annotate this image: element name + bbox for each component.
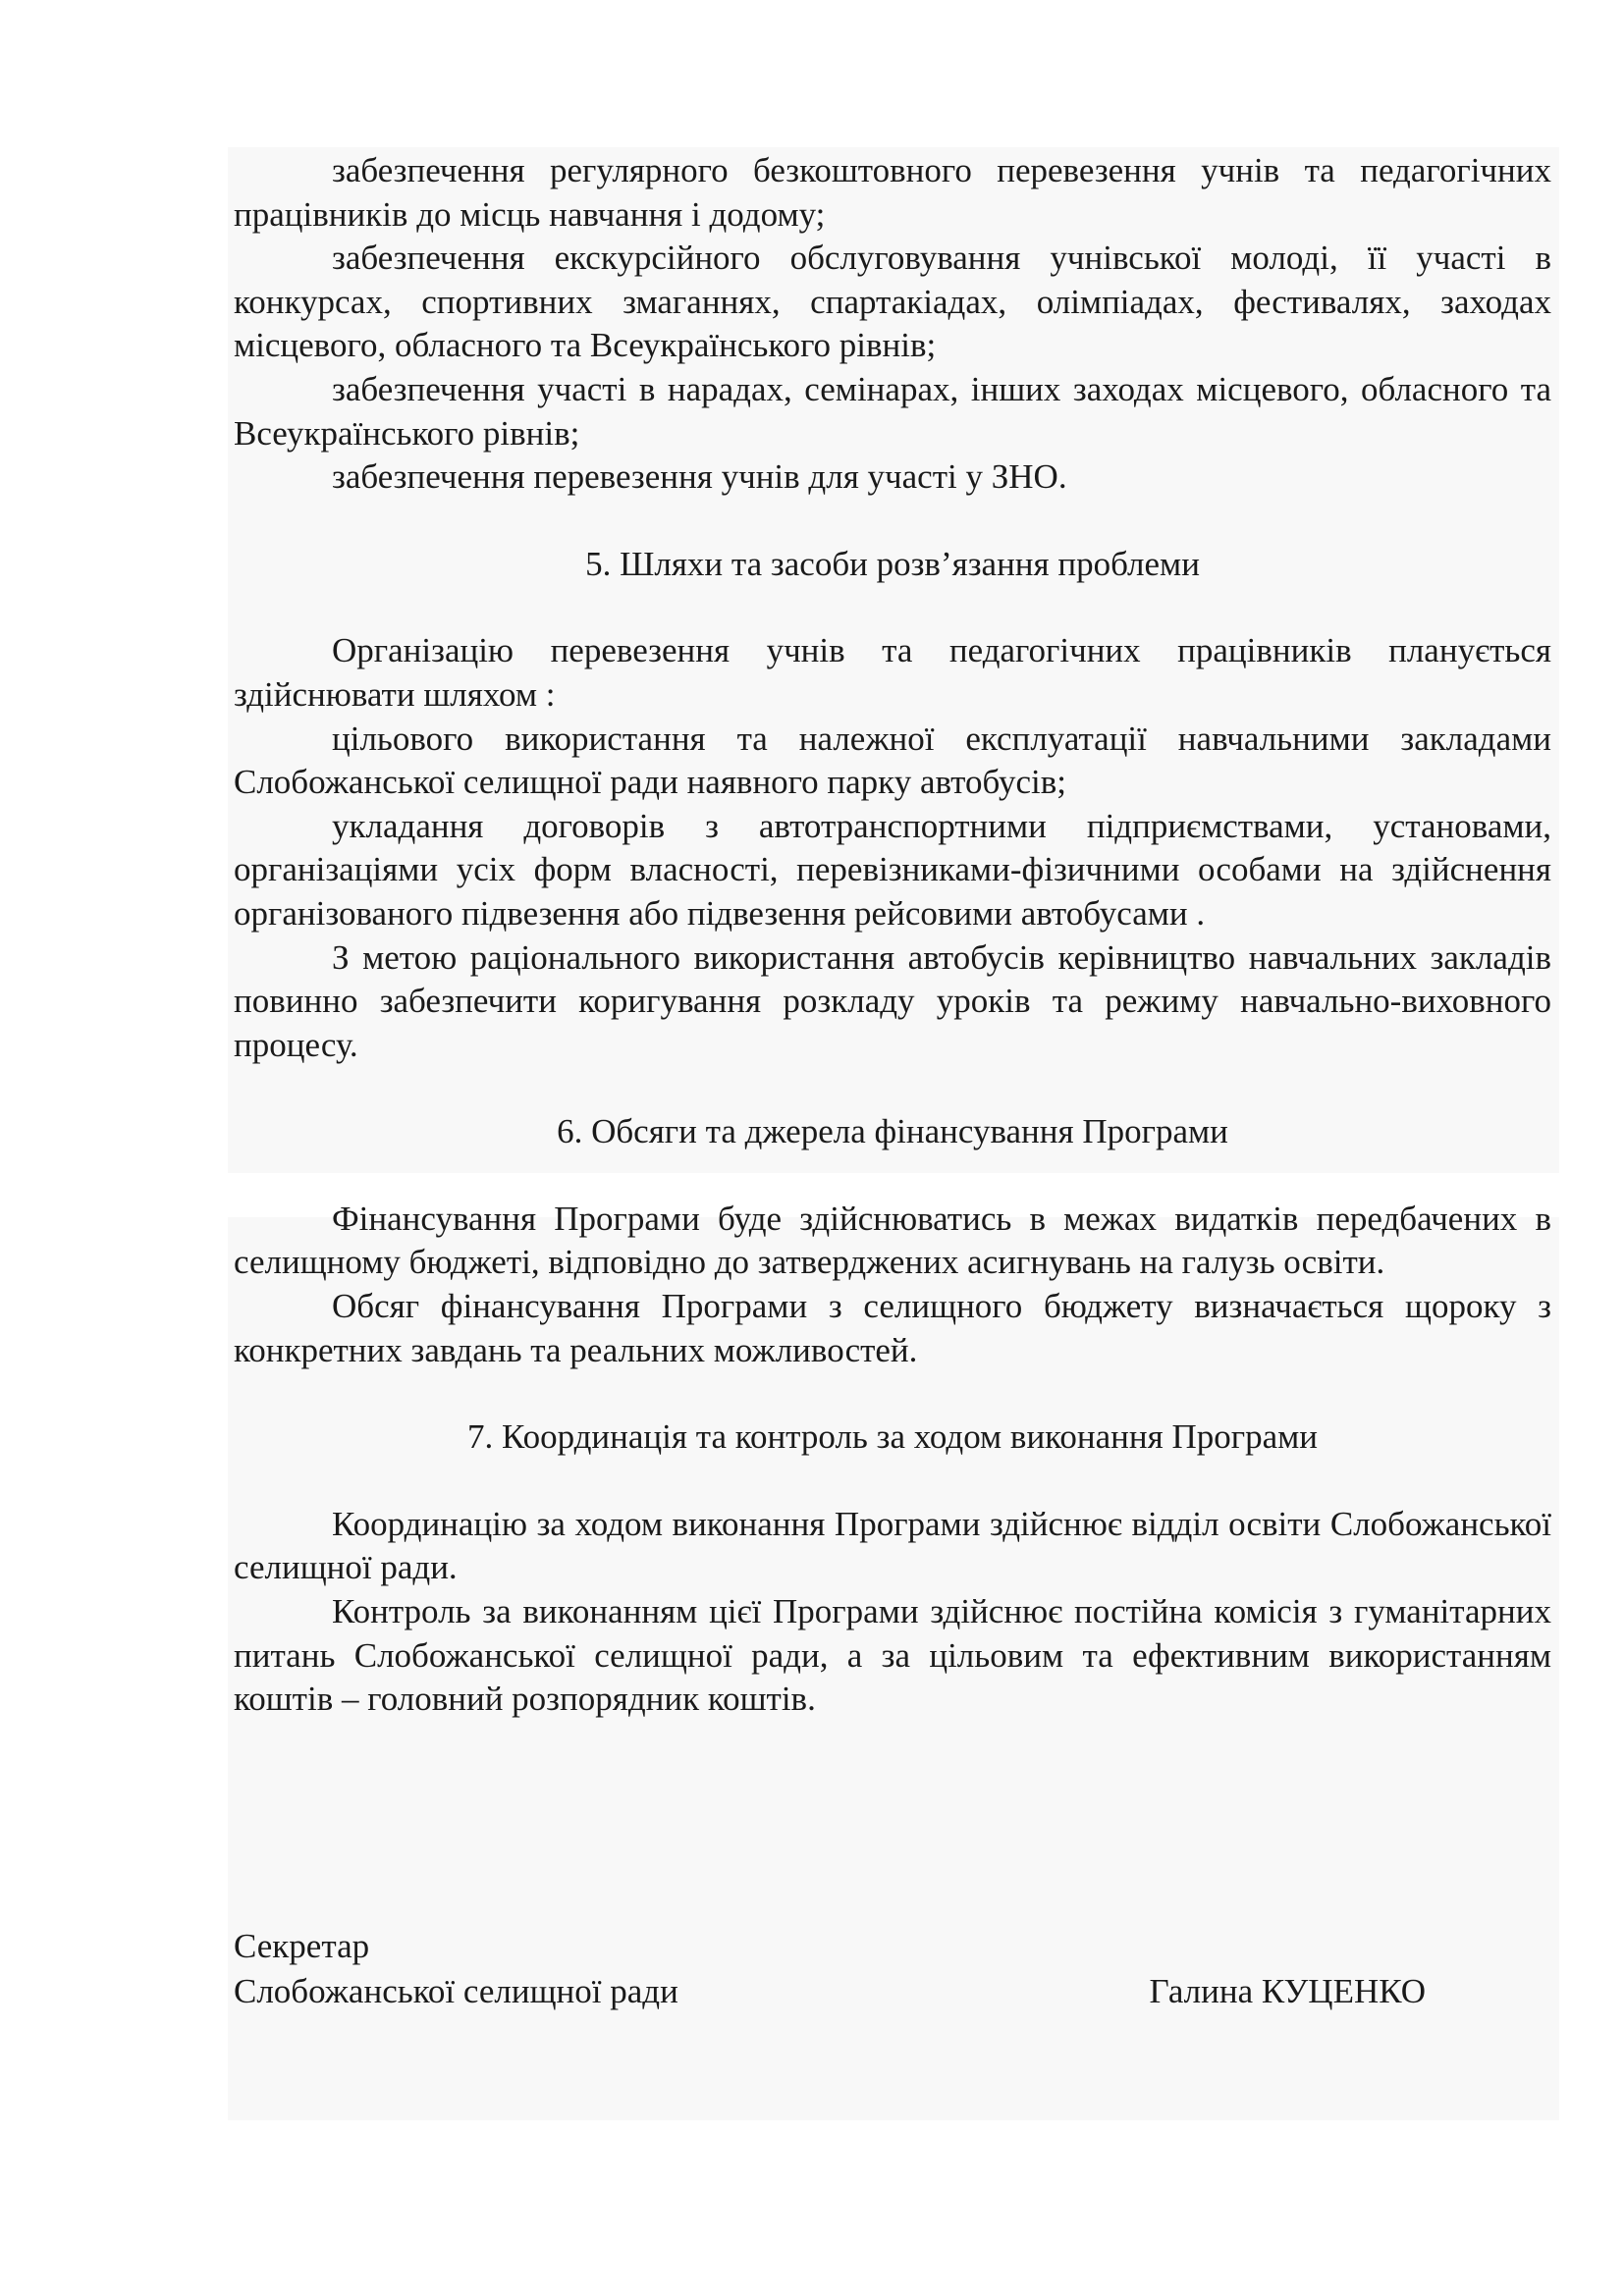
- signature-block: [234, 1924, 1551, 2014]
- spacer: [234, 586, 1551, 629]
- signature-title: Секретар: [234, 1927, 370, 1965]
- section4-item-1: забезпечення регулярного безкоштовного перевезення учнів та педагогічних працівників до місць навчання і додому;: [234, 151, 1551, 234]
- section5-heading: 5. Шляхи та засоби розв’язання проблеми: [585, 544, 1200, 583]
- spacer: [234, 500, 1551, 543]
- section7-paragraph-1: Координацію за ходом виконання Програми здійснює відділ освіти Слобожанської селищної ради.: [234, 1504, 1551, 1587]
- section5-paragraph-2: цільового використання та належної експлуатації навчальними закладами Слобожанської селищної ради наявного парку автобусів;: [234, 719, 1551, 802]
- section7-paragraph-2: Контроль за виконанням цієї Програми здійснює постійна комісія з гуманітарних питань Слобожанської селищної ради, а за цільовим та ефективним використанням коштів – головний розпорядник коштів.: [234, 1592, 1551, 1719]
- section6-heading: 6. Обсяги та джерела фінансування Програми: [557, 1112, 1228, 1151]
- section5-paragraph-3: укладання договорів з автотранспортними підприємствами, установами, організаціями усіх форм власності, перевізниками-фізичними особами на здійснення організованого підвезення або підвезення рейсовими автобусами .: [234, 806, 1551, 933]
- spacer: [234, 1372, 1551, 1415]
- section6-paragraph-1: Фінансування Програми буде здійснюватись в межах видатків передбачених в селищному бюджеті, відповідно до затверджених асигнувань на галузь освіти.: [234, 1199, 1551, 1282]
- section4-item-4: забезпечення перевезення учнів для участі у ЗНО.: [332, 457, 1067, 497]
- spacer: [234, 1154, 1551, 1198]
- section4-item-2: забезпечення екскурсійного обслуговування учнівської молоді, її участі в конкурсах, спортивних змаганнях, спартакіадах, олімпіадах, фестивалях, заходах місцевого, обласного та Всеукраїнського рівнів;: [234, 239, 1551, 365]
- section5-paragraph-4: З метою раціонального використання автобусів керівництво навчальних закладів повинно забезпечити коригування розкладу уроків та режиму навчально-виховного процесу.: [234, 937, 1551, 1064]
- document-body: [234, 149, 1551, 1722]
- section7-heading: 7. Координація та контроль за ходом виконання Програми: [466, 1417, 1319, 1457]
- signature-organization: Слобожанської селищної ради: [234, 1972, 678, 2010]
- signature-name: Галина КУЦЕНКО: [1149, 1972, 1426, 2010]
- section6-paragraph-2: Обсяг фінансування Програми з селищного бюджету визначається щороку з конкретних завдань та реальних можливостей.: [234, 1287, 1551, 1369]
- spacer: [234, 1460, 1551, 1503]
- section5-paragraph-1: Організацію перевезення учнів та педагогічних працівників планується здійснювати шляхом :: [234, 631, 1551, 714]
- spacer: [234, 1067, 1551, 1110]
- signature-row: [234, 1969, 1551, 2014]
- section4-item-3: забезпечення участі в нарадах, семінарах, інших заходах місцевого, обласного та Всеукраїнського рівнів;: [234, 369, 1551, 453]
